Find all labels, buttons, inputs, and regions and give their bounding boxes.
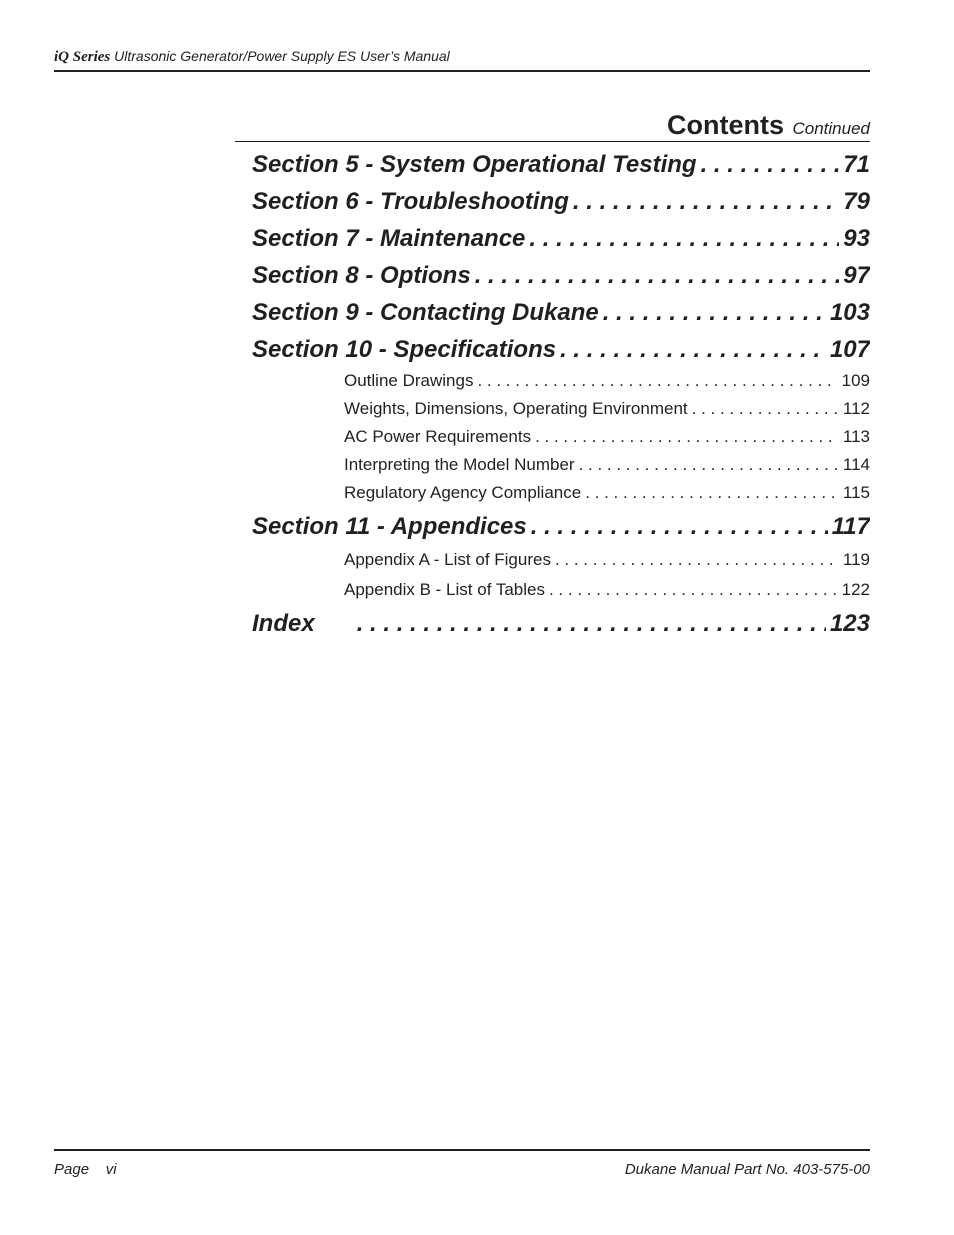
toc-page: 113 [842, 427, 870, 446]
toc-subentry-weights-dimensions[interactable] [344, 399, 870, 419]
dot-leader [692, 399, 839, 419]
dot-leader [585, 483, 839, 503]
contents-title: Contents [667, 110, 785, 140]
toc-page: 71 [843, 151, 870, 178]
contents-continued: Continued [792, 119, 870, 138]
dot-leader [531, 513, 828, 541]
toc-label: Outline Drawings [344, 371, 474, 390]
dot-leader [555, 550, 839, 570]
toc-page: 109 [841, 371, 870, 390]
dot-leader [549, 580, 838, 600]
toc-label: Appendix B - List of Tables [344, 580, 545, 599]
toc-subentry-outline-drawings[interactable] [344, 371, 870, 391]
footer-rule [54, 1149, 870, 1151]
title-rule [235, 141, 870, 142]
dot-leader [579, 455, 839, 475]
toc-label: Section 8 - Options [252, 262, 471, 289]
series-name: iQ Series [54, 49, 111, 65]
toc-entry-section-10[interactable] [252, 336, 870, 364]
toc-label: Section 6 - Troubleshooting [252, 188, 569, 215]
toc-subentry-ac-power[interactable] [344, 427, 870, 447]
page-number-value: vi [105, 1161, 117, 1178]
dot-leader [477, 371, 837, 391]
dot-leader [701, 151, 840, 179]
toc-subentry-appendix-b[interactable] [344, 580, 870, 600]
toc-page: 112 [842, 399, 870, 418]
toc-page: 123 [829, 610, 870, 637]
toc-entry-section-11[interactable] [252, 513, 870, 541]
toc-page: 117 [831, 513, 870, 540]
manual-part-number: Dukane Manual Part No. 403-575-00 [624, 1161, 870, 1178]
toc-label: Weights, Dimensions, Operating Environment [344, 399, 688, 418]
dot-leader [560, 336, 826, 364]
toc-label: Regulatory Agency Compliance [344, 483, 582, 502]
page-number [54, 1161, 117, 1178]
toc-label: Section 5 - System Operational Testing [252, 151, 697, 178]
toc-label: Appendix A - List of Figures [344, 550, 551, 569]
dot-leader [603, 299, 826, 327]
toc-page: 107 [829, 336, 870, 363]
toc-page: 114 [842, 455, 870, 474]
toc-entry-section-6[interactable] [252, 188, 870, 216]
manual-title: Ultrasonic Generator/Power Supply ES User’s Manual [114, 48, 450, 64]
toc-label: Interpreting the Model Number [344, 455, 575, 474]
dot-leader [535, 427, 839, 447]
toc-page: 97 [843, 262, 870, 289]
dot-leader [573, 188, 839, 216]
contents-heading [667, 110, 870, 141]
running-header [54, 48, 450, 66]
toc-entry-section-5[interactable] [252, 151, 870, 179]
toc-page: 122 [841, 580, 870, 599]
toc-subentry-regulatory[interactable] [344, 483, 870, 503]
toc-label: Section 7 - Maintenance [252, 225, 526, 252]
toc-label: Section 11 - Appendices [252, 513, 527, 540]
toc-entry-index[interactable] [252, 610, 870, 638]
header-rule [54, 70, 870, 72]
toc-label: Section 9 - Contacting Dukane [252, 299, 599, 326]
toc-page: 79 [843, 188, 870, 215]
dot-leader [529, 225, 839, 253]
toc-entry-section-9[interactable] [252, 299, 870, 327]
page-label: Page [54, 1161, 90, 1178]
toc-page: 119 [842, 550, 870, 569]
toc-label: AC Power Requirements [344, 427, 532, 446]
toc-label: Section 10 - Specifications [252, 336, 557, 363]
toc-page: 115 [842, 483, 870, 502]
toc-entry-section-8[interactable] [252, 262, 870, 290]
toc-subentry-model-number[interactable] [344, 455, 870, 475]
toc-page: 93 [843, 225, 870, 252]
toc-entry-section-7[interactable] [252, 225, 870, 253]
toc-label: Index [252, 610, 315, 637]
toc-subentry-appendix-a[interactable] [344, 550, 870, 570]
toc-page: 103 [829, 299, 870, 326]
dot-leader [475, 262, 840, 290]
dot-leader [357, 610, 826, 638]
